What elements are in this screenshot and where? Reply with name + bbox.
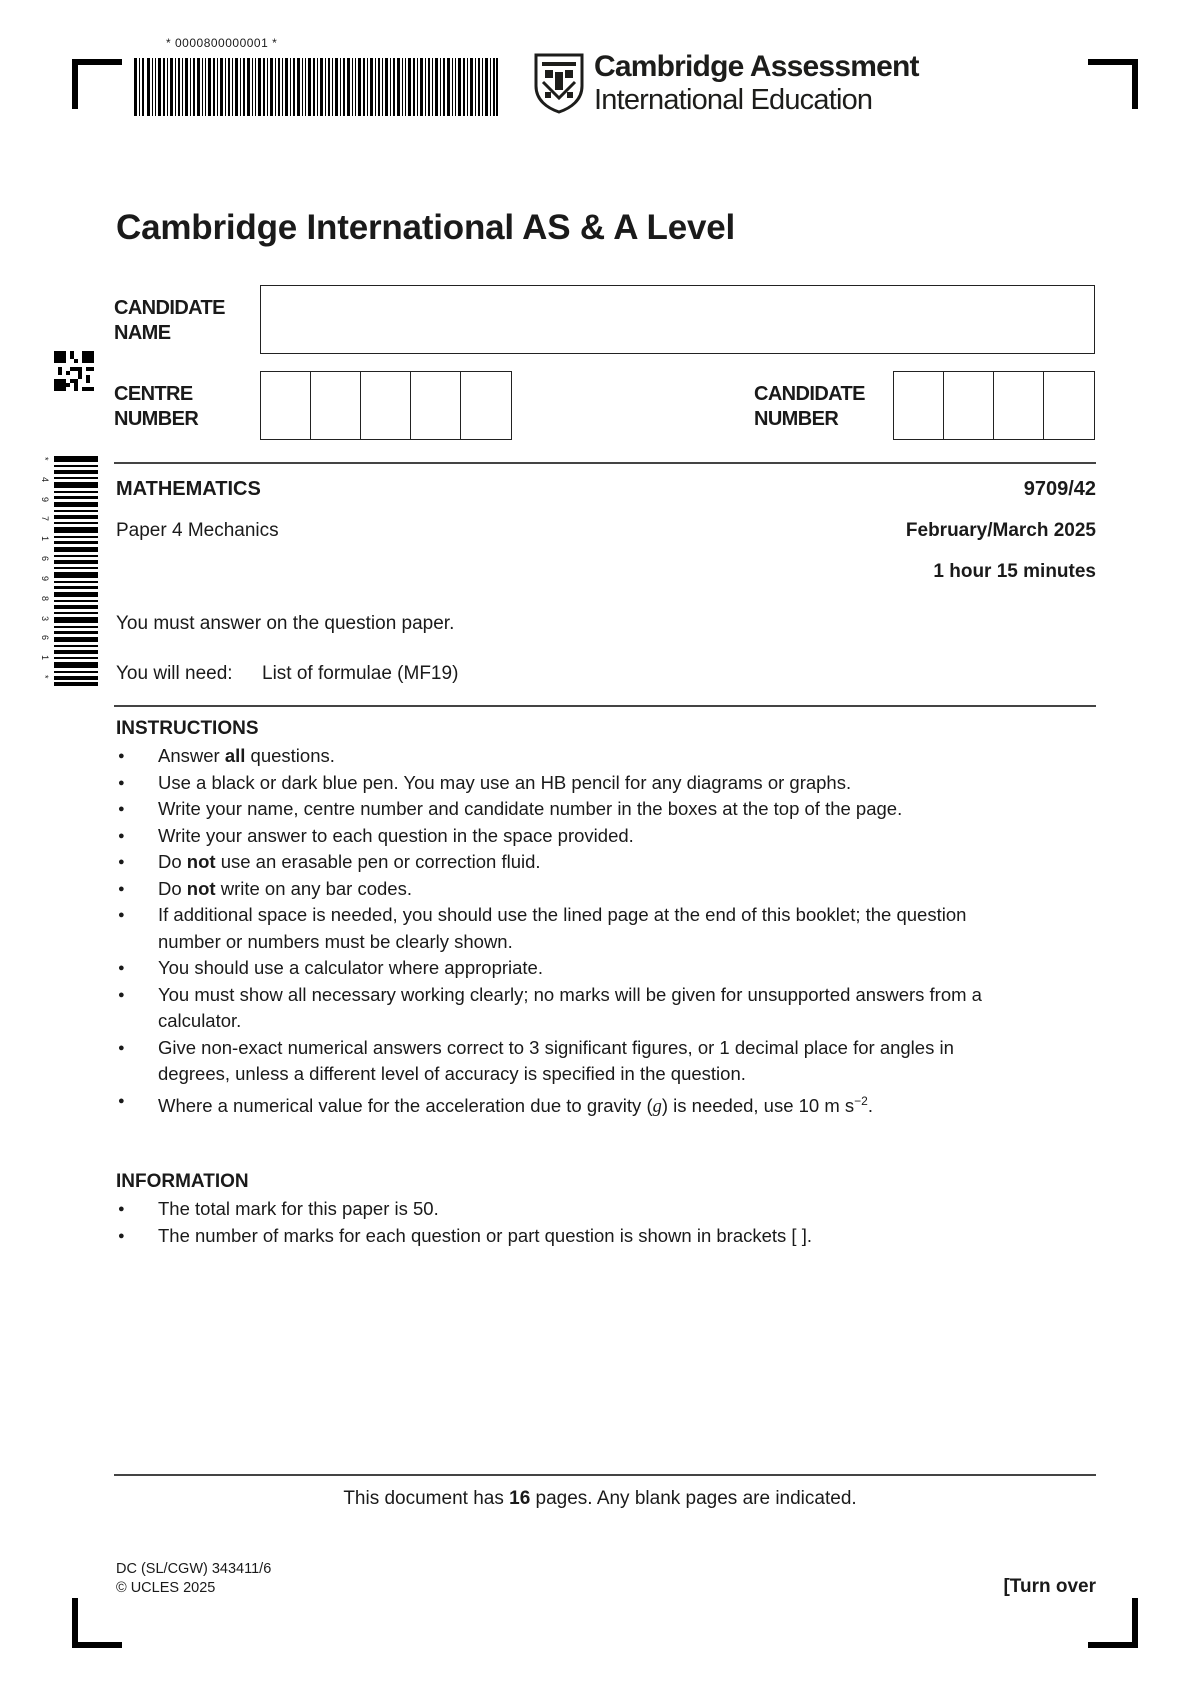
information-list [116, 1196, 1096, 1249]
information-heading: INFORMATION [116, 1171, 249, 1192]
candidate-number-field [893, 371, 1095, 440]
qr-code-icon [54, 350, 94, 392]
list-item: ● The total mark for this paper is 50. [116, 1196, 1096, 1223]
top-barcode [134, 58, 498, 116]
candidate-number-digit-box[interactable] [994, 372, 1044, 439]
paper-name: Paper 4 Mechanics [116, 520, 279, 541]
cambridge-shield-logo-icon [533, 52, 585, 114]
centre-number-field [260, 371, 512, 440]
crop-mark-top-left [72, 59, 122, 109]
list-item: ● Do not write on any bar codes. [116, 876, 1096, 903]
list-item: ● Do not use an erasable pen or correction fluid. [116, 849, 1096, 876]
org-name-line1: Cambridge Assessment [594, 50, 919, 83]
centre-number-digit-box[interactable] [311, 372, 361, 439]
divider [114, 1474, 1096, 1476]
list-item: ● You should use a calculator where appropriate. [116, 955, 1096, 982]
qualification-title: Cambridge International AS & A Level [116, 208, 736, 247]
side-barcode [54, 456, 98, 686]
you-will-need-value: List of formulae (MF19) [262, 663, 459, 684]
exam-duration: 1 hour 15 minutes [933, 561, 1096, 582]
page-count-note: This document has 16 pages. Any blank pages are indicated. [343, 1488, 857, 1509]
turn-over-note: [Turn over [1003, 1576, 1096, 1597]
centre-number-digit-box[interactable] [411, 372, 461, 439]
paper-code: 9709/42 [1023, 478, 1096, 500]
candidate-number-digit-box[interactable] [944, 372, 994, 439]
list-item: ● Answer all questions. [116, 743, 1096, 770]
you-will-need-label: You will need: [116, 663, 233, 684]
list-item: ● Give non-exact numerical answers correct to 3 significant figures, or 1 decimal place for angles in degrees, unless a different level of accuracy is specified in the question. [116, 1035, 1096, 1088]
subject-title: MATHEMATICS [116, 478, 261, 500]
list-item: ● If additional space is needed, you should use the lined page at the end of this booklet; the question number or numbers must be clearly shown. [116, 902, 1096, 955]
side-barcode-digits: * 4 9 7 1 6 9 8 3 6 1 * [40, 457, 50, 679]
centre-number-label: CENTRE NUMBER [114, 383, 199, 430]
list-item: ● Use a black or dark blue pen. You may use an HB pencil for any diagrams or graphs. [116, 770, 1096, 797]
answer-note: You must answer on the question paper. [116, 613, 455, 634]
centre-number-digit-box[interactable] [261, 372, 311, 439]
candidate-number-digit-box[interactable] [1044, 372, 1094, 439]
org-name-line2: International Education [594, 84, 873, 116]
crop-mark-top-right [1088, 59, 1138, 109]
list-item: ● Write your answer to each question in the space provided. [116, 823, 1096, 850]
candidate-name-field[interactable] [260, 285, 1095, 354]
crop-mark-bottom-right [1088, 1598, 1138, 1648]
candidate-number-label: CANDIDATE NUMBER [754, 383, 865, 430]
list-item: ● Where a numerical value for the acceleration due to gravity (g) is needed, use 10 m $s^{-2}$. [116, 1088, 1096, 1121]
crop-mark-bottom-left [72, 1598, 122, 1648]
divider [114, 705, 1096, 707]
document-reference: DC (SL/CGW) 343411/6 © UCLES 2025 [116, 1561, 272, 1596]
candidate-name-label: CANDIDATE NAME [114, 297, 225, 344]
instructions-heading: INSTRUCTIONS [116, 718, 259, 739]
centre-number-digit-box[interactable] [461, 372, 511, 439]
centre-number-digit-box[interactable] [361, 372, 411, 439]
list-item: ● Write your name, centre number and candidate number in the boxes at the top of the page. [116, 796, 1096, 823]
barcode-number: * 0000800000001 * [166, 36, 278, 50]
instructions-list [116, 743, 1096, 1120]
divider [114, 462, 1096, 464]
list-item: ● You must show all necessary working clearly; no marks will be given for unsupported answers from a calculator. [116, 982, 1096, 1035]
list-item: ● The number of marks for each question or part question is shown in brackets [ ]. [116, 1223, 1096, 1250]
candidate-number-digit-box[interactable] [894, 372, 944, 439]
exam-session: February/March 2025 [905, 520, 1096, 541]
